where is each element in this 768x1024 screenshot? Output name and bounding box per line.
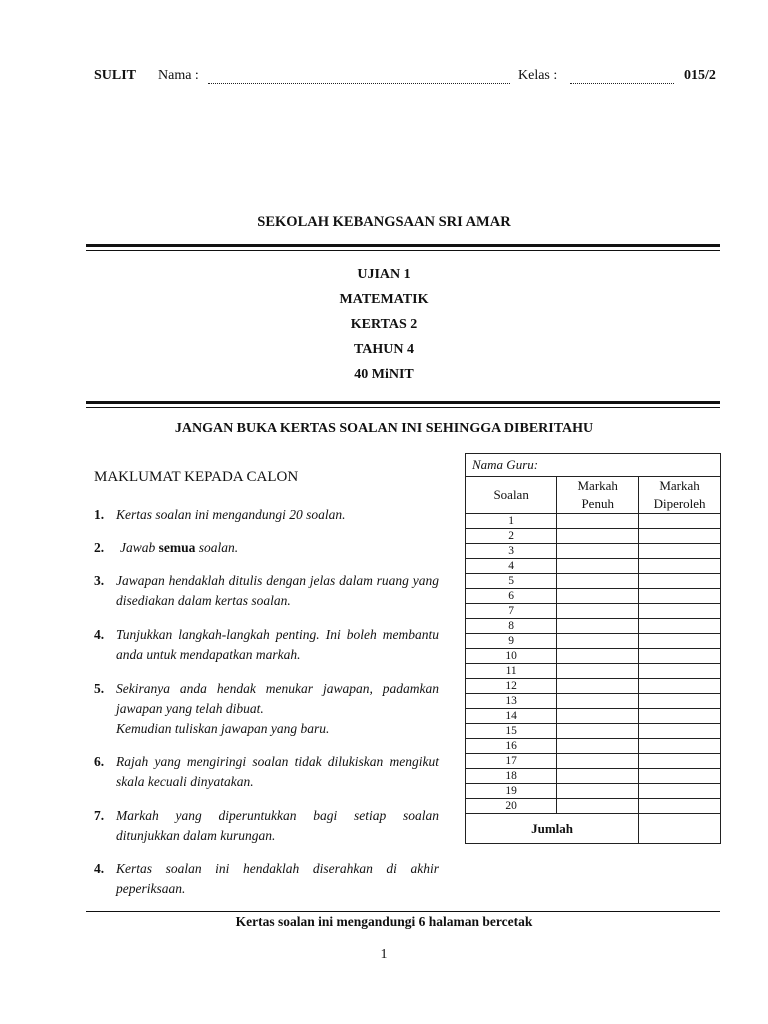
warning-text: JANGAN BUKA KERTAS SOALAN INI SEHINGGA DIBERITAHU [174, 421, 594, 436]
marks-obtained-cell[interactable] [639, 679, 721, 694]
exam-duration: 40 MiNIT [354, 367, 414, 382]
instruction-number: 3. [94, 573, 105, 588]
instruction-item [94, 806, 439, 846]
marks-obtained-cell[interactable] [639, 754, 721, 769]
instruction-item [94, 505, 439, 525]
marks-obtained-cell[interactable] [639, 664, 721, 679]
marks-obtained-cell[interactable] [639, 529, 721, 544]
full-marks-cell[interactable] [557, 619, 639, 634]
instruction-number: 5. [94, 681, 105, 696]
full-marks-cell[interactable] [557, 679, 639, 694]
full-marks-cell[interactable] [557, 694, 639, 709]
question-number: 13 [466, 694, 557, 709]
table-row [466, 604, 721, 619]
marks-obtained-cell[interactable] [639, 649, 721, 664]
instruction-text-extra: Kemudian tuliskan jawapan yang baru. [116, 721, 330, 736]
full-marks-cell[interactable] [557, 589, 639, 604]
instruction-item [94, 679, 439, 739]
divider [86, 244, 720, 247]
marks-obtained-cell[interactable] [639, 739, 721, 754]
marks-obtained-cell[interactable] [639, 694, 721, 709]
full-marks-cell[interactable] [557, 649, 639, 664]
marks-obtained-cell[interactable] [639, 589, 721, 604]
question-number: 8 [466, 619, 557, 634]
question-number: 14 [466, 709, 557, 724]
marks-obtained-cell[interactable] [639, 514, 721, 529]
question-number: 3 [466, 544, 557, 559]
candidate-header [92, 68, 722, 88]
full-marks-cell[interactable] [557, 529, 639, 544]
question-number: 15 [466, 724, 557, 739]
table-row [466, 694, 721, 709]
marks-obtained-cell[interactable] [639, 619, 721, 634]
name-field[interactable] [208, 83, 510, 84]
question-number: 17 [466, 754, 557, 769]
table-row [466, 724, 721, 739]
instruction-number: 7. [94, 808, 105, 823]
instruction-text: Jawab semua soalan. [120, 540, 239, 555]
instruction-text: Markah yang diperuntukkan bagi setiap soalan ditunjukkan dalam kurungan. [116, 808, 439, 843]
full-marks-cell[interactable] [557, 799, 639, 814]
table-row [466, 514, 721, 529]
table-row [466, 664, 721, 679]
question-number: 11 [466, 664, 557, 679]
full-marks-cell[interactable] [557, 754, 639, 769]
info-title: MAKLUMAT KEPADA CALON [94, 469, 299, 485]
question-number: 2 [466, 529, 557, 544]
marks-obtained-cell[interactable] [639, 709, 721, 724]
full-marks-cell[interactable] [557, 784, 639, 799]
paper-code: 015/2 [684, 68, 716, 83]
question-number: 12 [466, 679, 557, 694]
exam-subject: MATEMATIK [339, 292, 429, 307]
class-field[interactable] [570, 83, 674, 84]
total-row [466, 814, 721, 844]
full-marks-cell[interactable] [557, 664, 639, 679]
question-number: 16 [466, 739, 557, 754]
divider [86, 250, 720, 251]
question-number: 20 [466, 799, 557, 814]
divider [86, 407, 720, 408]
marks-obtained-cell[interactable] [639, 769, 721, 784]
instruction-item [94, 752, 439, 792]
exam-year: TAHUN 4 [353, 342, 415, 357]
table-row [466, 619, 721, 634]
confidential-label: SULIT [94, 68, 137, 83]
question-number: 9 [466, 634, 557, 649]
column-header-full-marks: Markah Penuh [557, 477, 639, 514]
marks-obtained-cell[interactable] [639, 604, 721, 619]
footer-divider [86, 911, 720, 912]
marks-obtained-cell[interactable] [639, 784, 721, 799]
exam-test: UJIAN 1 [357, 267, 411, 282]
instruction-number: 6. [94, 754, 105, 769]
question-number: 1 [466, 514, 557, 529]
full-marks-cell[interactable] [557, 724, 639, 739]
table-row [466, 709, 721, 724]
question-number: 4 [466, 559, 557, 574]
marks-obtained-cell[interactable] [639, 799, 721, 814]
full-marks-cell[interactable] [557, 709, 639, 724]
instruction-item [94, 571, 439, 611]
instruction-item [94, 538, 439, 558]
marks-table [465, 453, 721, 844]
question-number: 7 [466, 604, 557, 619]
instruction-number: 2. [94, 540, 105, 555]
table-row [466, 739, 721, 754]
table-row [466, 679, 721, 694]
question-number: 5 [466, 574, 557, 589]
name-label: Nama : [158, 68, 199, 83]
exam-paper: KERTAS 2 [350, 317, 418, 332]
marks-obtained-cell[interactable] [639, 544, 721, 559]
instruction-number: 4. [94, 627, 105, 642]
instruction-number: 4. [94, 861, 105, 876]
full-marks-cell[interactable] [557, 769, 639, 784]
instruction-item [94, 859, 439, 899]
full-marks-cell[interactable] [557, 604, 639, 619]
total-marks-cell[interactable] [639, 814, 721, 844]
table-row [466, 529, 721, 544]
question-number: 6 [466, 589, 557, 604]
instruction-text: Sekiranya anda hendak menukar jawapan, padamkan jawapan yang telah dibuat. [116, 681, 439, 716]
table-row [466, 754, 721, 769]
question-number: 19 [466, 784, 557, 799]
full-marks-cell[interactable] [557, 559, 639, 574]
instruction-text: Kertas soalan ini mengandungi 20 soalan. [116, 507, 346, 522]
marks-obtained-cell[interactable] [639, 574, 721, 589]
footer-note: Kertas soalan ini mengandungi 6 halaman bercetak [235, 914, 533, 929]
page-number: 1 [380, 947, 388, 962]
table-row [466, 649, 721, 664]
divider [86, 401, 720, 404]
table-row [466, 769, 721, 784]
table-row [466, 559, 721, 574]
full-marks-cell[interactable] [557, 514, 639, 529]
column-header-marks-obtained: Markah Diperoleh [639, 477, 721, 514]
table-row [466, 544, 721, 559]
full-marks-cell[interactable] [557, 574, 639, 589]
full-marks-cell[interactable] [557, 739, 639, 754]
instruction-text: Jawapan hendaklah ditulis dengan jelas dalam ruang yang disediakan dalam kertas soalan. [116, 573, 439, 608]
table-row [466, 784, 721, 799]
table-row [466, 799, 721, 814]
instruction-text: Rajah yang mengiringi soalan tidak dilukiskan mengikut skala kecuali dinyatakan. [116, 754, 439, 789]
full-marks-cell[interactable] [557, 544, 639, 559]
school-name: SEKOLAH KEBANGSAAN SRI AMAR [257, 214, 511, 230]
marks-obtained-cell[interactable] [639, 559, 721, 574]
instruction-number: 1. [94, 507, 105, 522]
instruction-text: Tunjukkan langkah-langkah penting. Ini boleh membantu anda untuk mendapatkan markah. [116, 627, 439, 662]
instruction-item [94, 625, 439, 665]
instruction-text: Kertas soalan ini hendaklah diserahkan di akhir peperiksaan. [116, 861, 439, 896]
question-number: 18 [466, 769, 557, 784]
table-row [466, 589, 721, 604]
full-marks-cell[interactable] [557, 634, 639, 649]
column-header-question: Soalan [466, 477, 557, 514]
marks-obtained-cell[interactable] [639, 724, 721, 739]
table-row [466, 574, 721, 589]
total-label: Jumlah [466, 814, 639, 844]
question-number: 10 [466, 649, 557, 664]
teacher-name-field[interactable]: Nama Guru: [466, 454, 721, 477]
marks-obtained-cell[interactable] [639, 634, 721, 649]
table-row [466, 634, 721, 649]
class-label: Kelas : [518, 68, 558, 83]
